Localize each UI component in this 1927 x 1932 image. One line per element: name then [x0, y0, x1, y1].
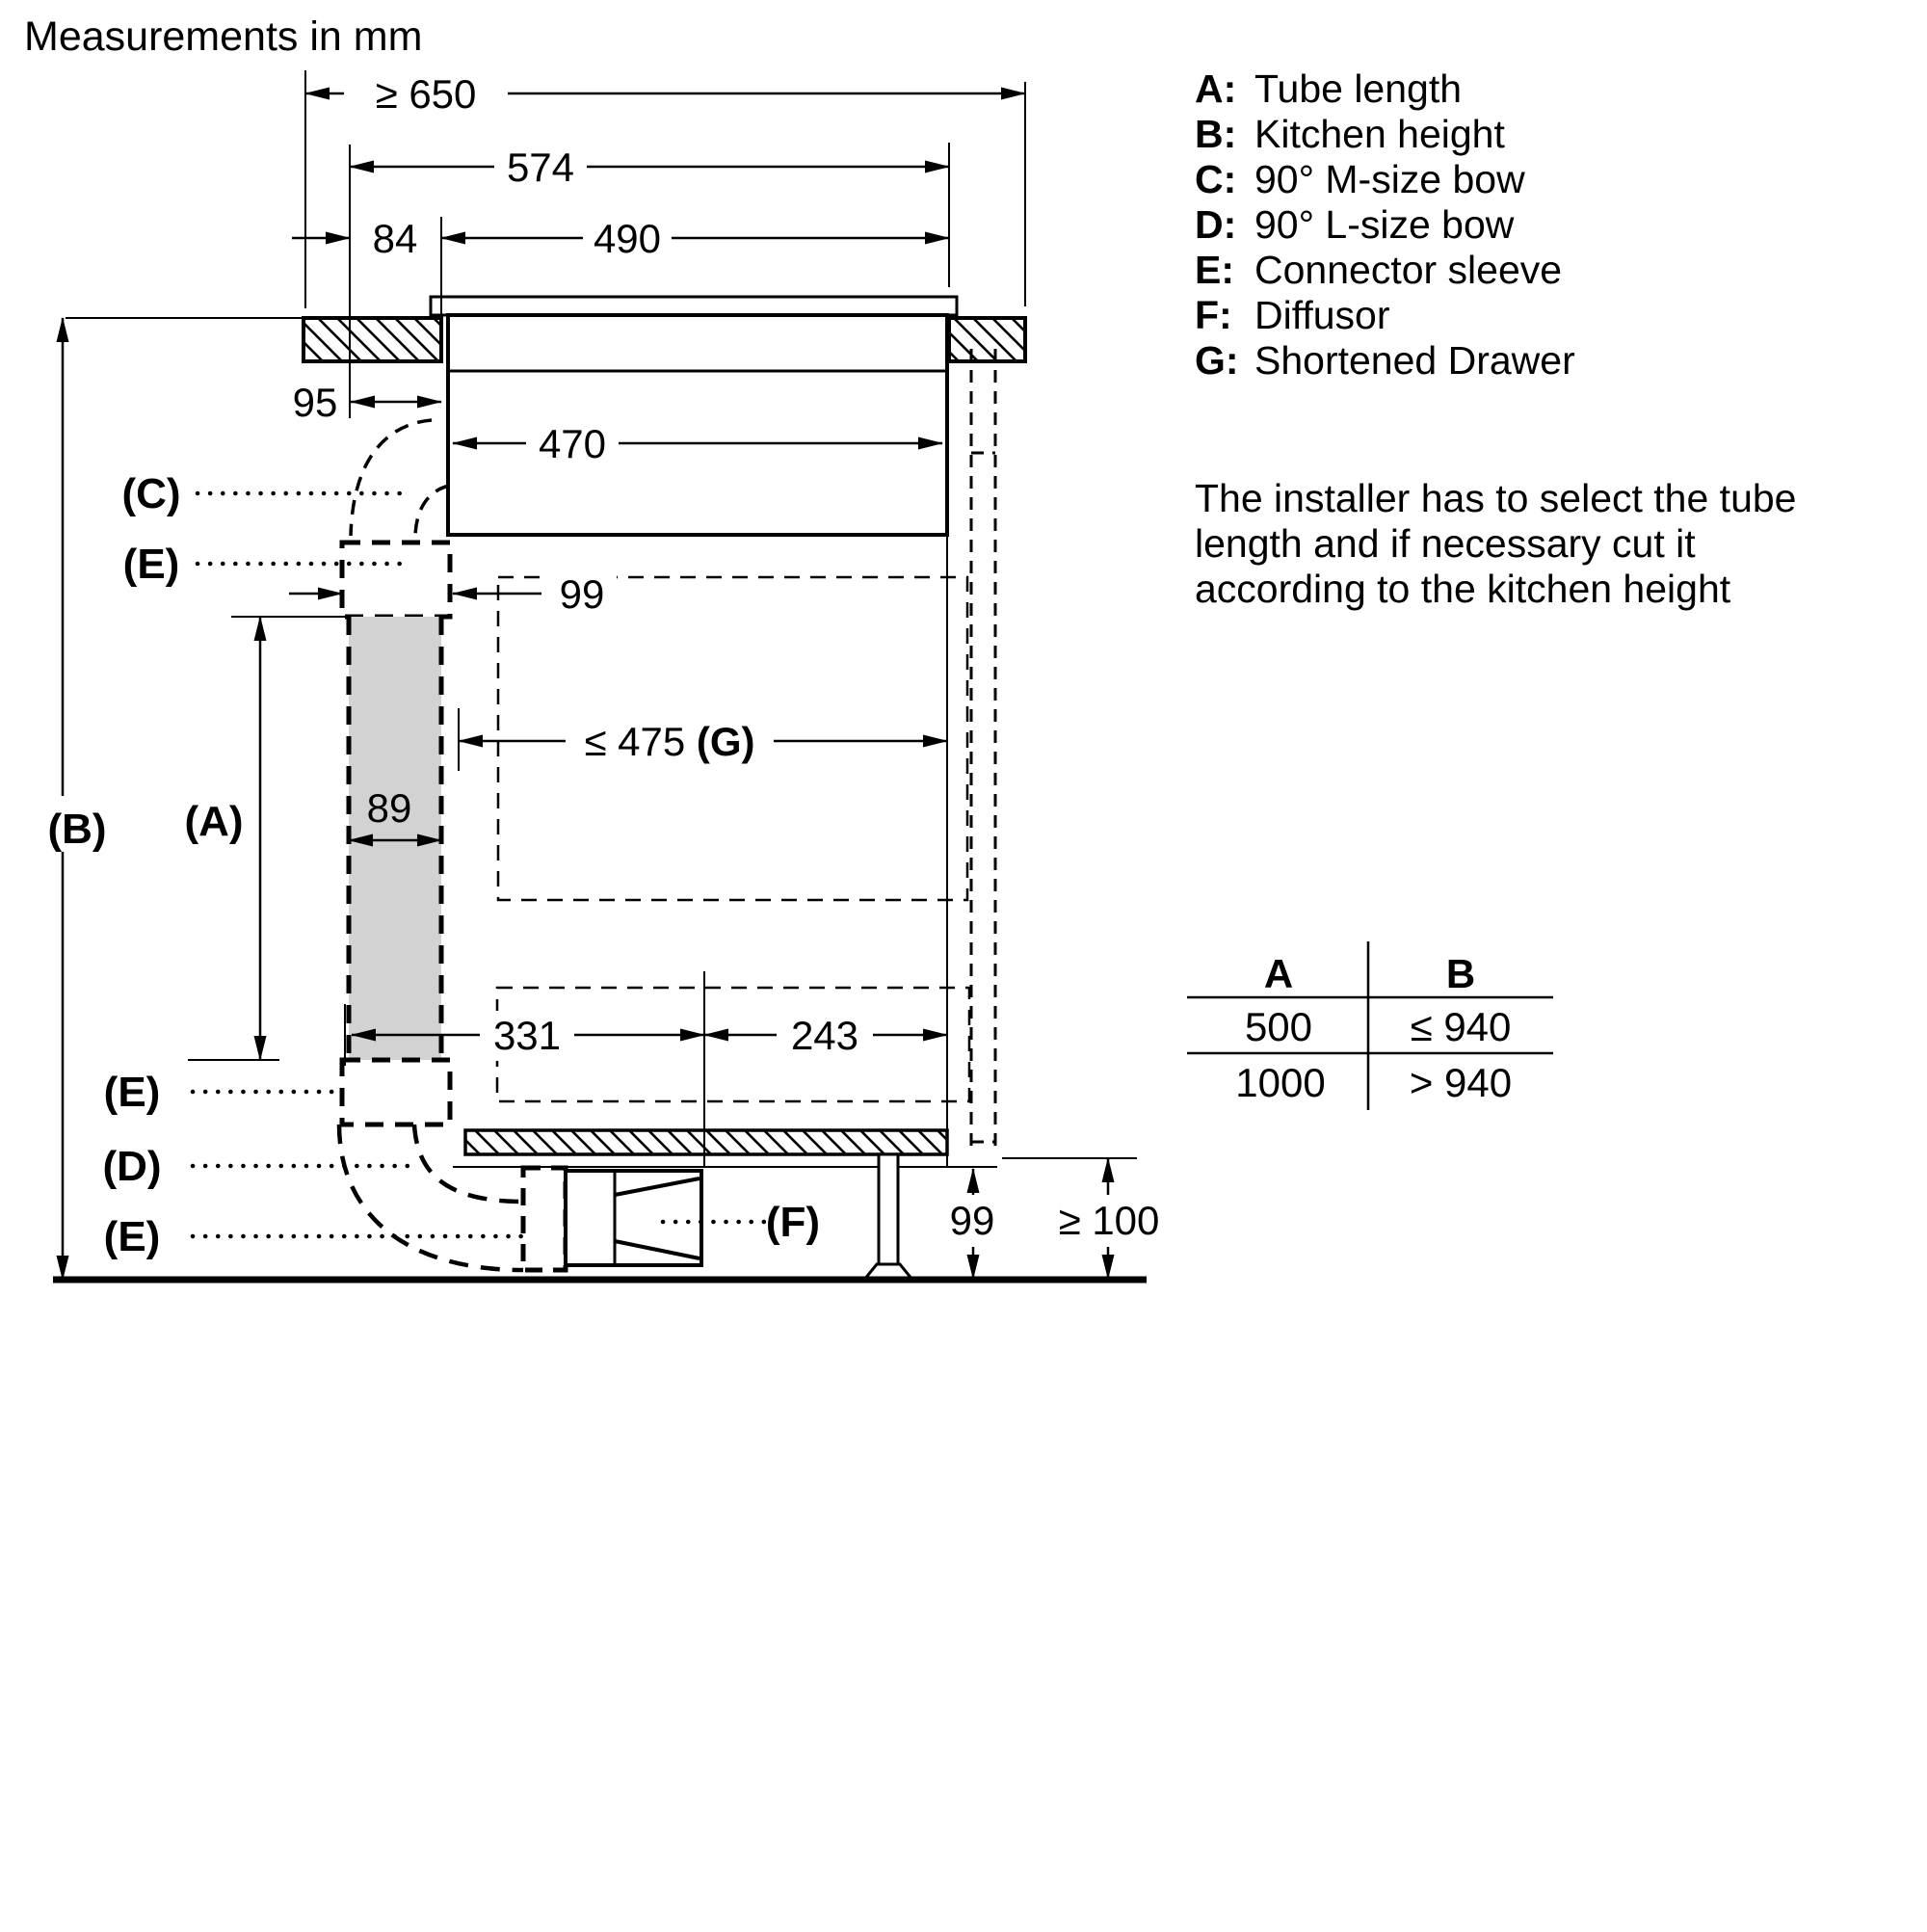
legend-item-f: F: Diffusor — [1195, 293, 1390, 337]
dim-sleeve-width: 99 — [559, 571, 605, 617]
tube-length-table — [1187, 941, 1553, 1110]
legend-item-g: G: Shortened Drawer — [1195, 338, 1575, 383]
label-part-c: (C) — [121, 470, 181, 517]
hob-top-plate — [431, 297, 957, 315]
dim-right-span: 243 — [790, 1013, 859, 1058]
table-cell-b1: ≤ 940 — [1410, 1004, 1512, 1049]
right-duct — [971, 349, 995, 1149]
legend-item-e: E: Connector sleeve — [1195, 248, 1563, 292]
table-header-b: B — [1445, 951, 1476, 996]
bow-c-outer-arc — [351, 420, 432, 536]
bow-c-inner-arc — [415, 486, 449, 536]
installer-note — [1195, 476, 1796, 611]
legend-item-c: C: 90° M-size bow — [1195, 157, 1525, 201]
label-part-b: (B) — [47, 806, 107, 853]
dim-floor-clearance: ≥ 100 — [1058, 1198, 1160, 1243]
dim-left-span: 331 — [492, 1013, 562, 1058]
table-header-a: A — [1263, 951, 1294, 996]
note-line-2: length and if necessary cut it — [1195, 521, 1696, 566]
legend — [1195, 66, 1575, 383]
dim-cutout-width: 490 — [593, 216, 662, 261]
legend-item-d: D: 90° L-size bow — [1195, 202, 1515, 247]
table-cell-b2: > 940 — [1409, 1060, 1513, 1105]
label-part-e-middle: (E) — [103, 1069, 161, 1116]
table-cell-a1: 500 — [1244, 1004, 1313, 1049]
worktop-left-hatch — [304, 318, 441, 361]
dim-inner-width: 470 — [538, 421, 607, 466]
dim-plinth-height: 99 — [949, 1198, 995, 1243]
dim-plate-width: 574 — [506, 145, 575, 190]
connector-sleeve-horizontal — [523, 1168, 566, 1270]
tube — [349, 617, 441, 1060]
dim-tube-width: 89 — [366, 785, 412, 831]
cabinet-lines — [53, 535, 1147, 1280]
hob-unit — [431, 297, 957, 535]
legend-item-a: A: Tube length — [1195, 66, 1463, 111]
dim-bow-offset: 95 — [292, 380, 338, 425]
part-leaders — [193, 493, 771, 1236]
dim-overhang: 84 — [372, 216, 418, 261]
note-line-1: The installer has to select the tube — [1195, 476, 1797, 520]
hob-body — [448, 315, 947, 535]
connector-sleeve-upper — [342, 543, 450, 617]
support-leg — [879, 1154, 898, 1265]
cabinet-bottom-shelf-hatch — [465, 1130, 947, 1154]
dim-worktop-min: ≥ 650 — [375, 71, 477, 117]
note-line-3: according to the kitchen height — [1195, 567, 1731, 611]
diffusor — [566, 1171, 701, 1265]
label-part-e-upper: (E) — [122, 541, 180, 588]
table-cell-a2: 1000 — [1235, 1060, 1326, 1105]
label-part-f: (F) — [765, 1199, 821, 1246]
diffusor-housing — [566, 1171, 701, 1265]
dim-drawer-max: ≤ 475 (G) — [584, 719, 755, 764]
worktop-right-hatch — [949, 318, 1025, 361]
label-part-a: (A) — [184, 798, 244, 845]
label-part-e-lower: (E) — [103, 1213, 161, 1260]
page-title: Measurements in mm — [24, 13, 423, 60]
connector-sleeve-lower — [342, 1060, 450, 1125]
label-part-d: (D) — [102, 1143, 162, 1190]
legend-item-b: B: Kitchen height — [1195, 112, 1505, 156]
